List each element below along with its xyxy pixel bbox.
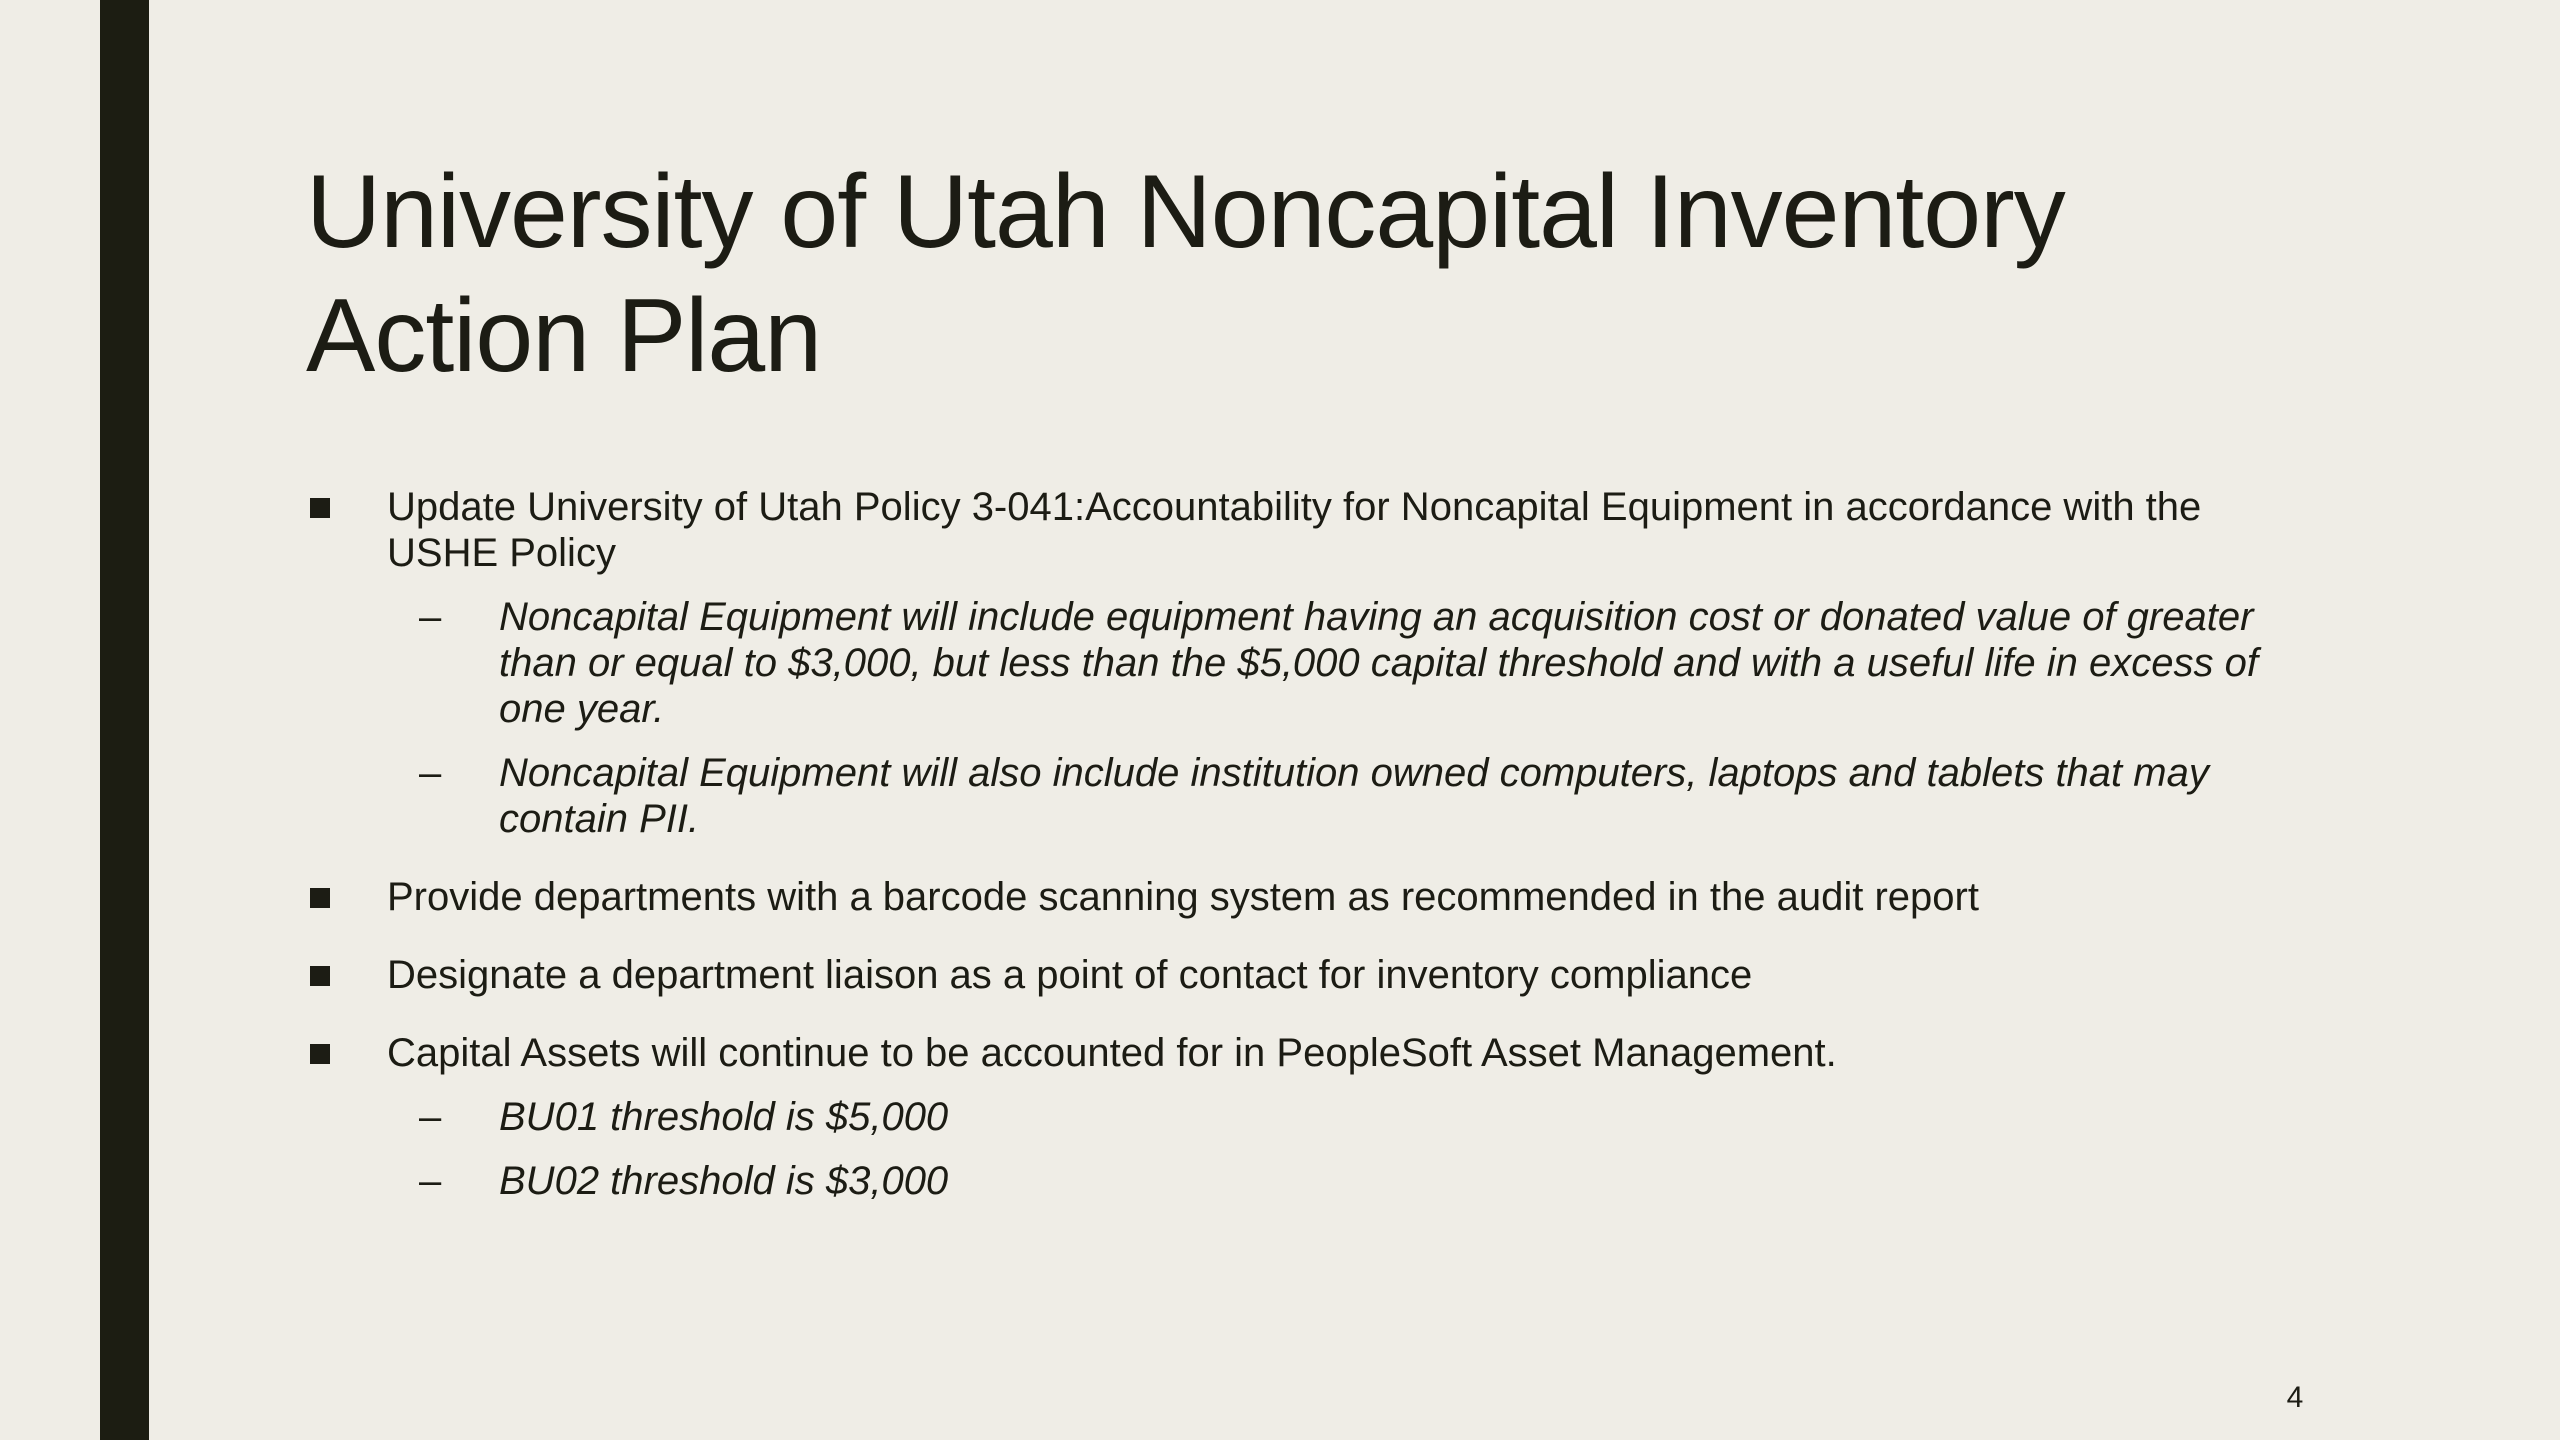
dash-bullet-icon: – [419,751,442,795]
bullet-text: Update University of Utah Policy 3-041:Accountability for Noncapital Equipment in accordance with the USHE Policy [387,485,2202,575]
sub-bullet-text: BU01 threshold is $5,000 [499,1095,949,1139]
square-bullet-icon [310,888,330,908]
sub-list [387,594,2306,842]
left-accent-bar [100,0,149,1440]
sub-bullet-text: Noncapital Equipment will include equipment having an acquisition cost or donated value of greater than or equal to $3,000, but less than the $5,000 capital threshold and with a useful life in excess of one year. [499,595,2258,731]
slide-title: University of Utah Noncapital Inventory Action Plan [306,154,2065,394]
page-number: 4 [2286,1381,2304,1414]
sub-bullet-text: BU02 threshold is $3,000 [499,1159,949,1203]
square-bullet-icon [310,498,330,518]
slide-content [306,484,2306,1236]
sub-bullet-item [387,594,2306,732]
sub-bullet-item [387,1158,2306,1204]
dash-bullet-icon: – [419,1159,442,1203]
sub-bullet-item [387,1094,2306,1140]
square-bullet-icon [310,1044,330,1064]
bullet-text: Capital Assets will continue to be accounted for in PeopleSoft Asset Management. [387,1031,1837,1075]
sub-bullet-item [387,750,2306,842]
dash-bullet-icon: – [419,1095,442,1139]
bullet-item [306,1030,2306,1204]
sub-bullet-text: Noncapital Equipment will also include institution owned computers, laptops and tablets that may contain PII. [499,751,2209,841]
bullet-item [306,484,2306,842]
bullet-text: Designate a department liaison as a point of contact for inventory compliance [387,953,1753,997]
bullet-text: Provide departments with a barcode scanning system as recommended in the audit report [387,875,1979,919]
dash-bullet-icon: – [419,595,442,639]
sub-list [387,1094,2306,1204]
bullet-item [306,952,2306,998]
bullet-item [306,874,2306,920]
square-bullet-icon [310,966,330,986]
